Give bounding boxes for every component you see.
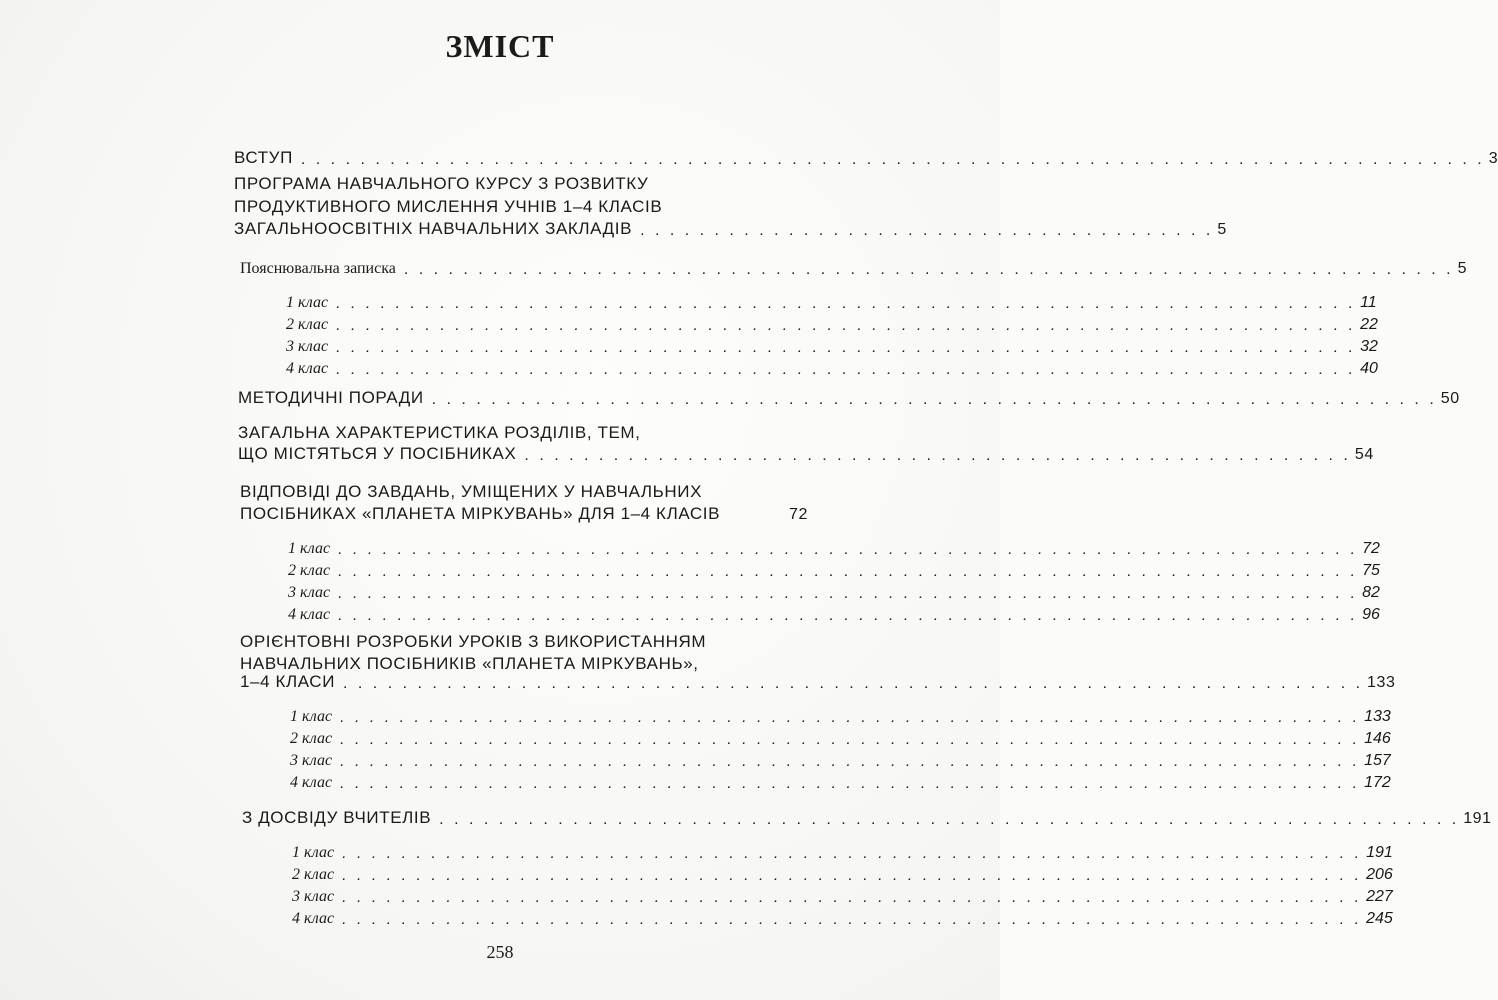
leader-dots: . . . . . . . . . . . . . . . . . . . . . . . . . . . . . . . . . . . . . . . . . . . . . . . . . . . . . . . . . . . . . . . . . . . . (431, 391, 1437, 408)
leader-dots: . . . . . . . . . . . . . . . . . . . . . . . . . . . . . . . . . . . . . . . . . . . . . . . . . . . . . . . . . . . . . . . . . . . . . (336, 317, 1357, 334)
leader-dots: . . . . . . . . . . . . . . . . . . . . . . . . . . . . . . . . . . . . . . . . . . . . . . . . . . . . . . . . . . . . . . . . . . . . . (343, 675, 1364, 692)
leader-dots: . . . . . . . . . . . . . . . . . . . . . . . . . . . . . . . . . . . . . . . . . . . . . . . . . . . . . . . . . . . . . . . . . . . . . (340, 731, 1361, 748)
toc-entry-label: 1 клас (286, 294, 329, 311)
toc-page-number: 75 (1362, 562, 1380, 579)
leader-dots: . . . . . . . . . . . . . . . . . . . . . . . . . . . . . . . . . . . . . . . . . . . . . . . . . . . . . . . . . . . . . . . . . . . . . (342, 845, 1363, 862)
toc-page-number: 50 (1440, 390, 1460, 407)
toc-entry-answers-grade-3[interactable] (288, 580, 1380, 602)
toc-entry-label: 2 клас (292, 866, 335, 883)
toc-entry-answers-line-1: ВІДПОВІДІ ДО ЗАВДАНЬ, УМІЩЕНИХ У НАВЧАЛЬНИХ (240, 482, 703, 501)
toc-entry-overview[interactable] (238, 442, 1374, 464)
toc-entry-teachers-grade-1[interactable] (292, 840, 1393, 862)
toc-page-number: 11 (1360, 294, 1377, 311)
toc-entry-label: 2 клас (290, 730, 333, 747)
leader-dots: . . . . . . . . . . . . . . . . . . . . . . . . . . . . . . . . . . . . . . . . . . . . . . . . . . . . . . . . . . . . . . . . . . . . . (338, 585, 1359, 602)
leader-dots: . . . . . . . . . . . . . . . . . . . . . . . . . . . . . . . . . . . . . . . . . . . . . . . . . . . . . . . . . . . . . . . . . . . . . (342, 867, 1363, 884)
toc-entry-method-tips[interactable] (238, 386, 1460, 408)
toc-entry-label: 3 клас (292, 888, 335, 905)
leader-dots: . . . . . . . . . . . . . . . . . . . . . . . . . . . . . . . . . . . . . . . . . . . . . . . . . . . . . . . . . . . . . . . . . . . . . (340, 775, 1361, 792)
toc-page-number: 172 (1364, 774, 1391, 791)
toc-entry-label: МЕТОДИЧНІ ПОРАДИ (238, 388, 424, 407)
leader-dots: . . . . . . . . . . . . . . . . . . . . . . . . . . . . . . . . . . . . . . . . . . . . . . . . . . . . . . . . . . . . . . . . . . . . . (336, 339, 1357, 356)
toc-entry-lessons-line-1: ОРІЄНТОВНІ РОЗРОБКИ УРОКІВ З ВИКОРИСТАННЯМ (240, 632, 707, 651)
toc-entry-label: 3 клас (286, 338, 329, 355)
toc-entry-program-line-2: ПРОДУКТИВНОГО МИСЛЕННЯ УЧНІВ 1–4 КЛАСІВ (234, 197, 663, 216)
leader-dots: . . . . . . . . . . . . . . . . . . . . . . . . . . . . . . . . . . . . . . . . . . . . . . . . . . . . . . . . . . . . . . . . . . . . . (342, 889, 1363, 906)
toc-entry-lessons-grade-1[interactable] (290, 704, 1391, 726)
toc-entry-label: 4 клас (292, 910, 335, 927)
toc-entry-overview-line-1: ЗАГАЛЬНА ХАРАКТЕРИСТИКА РОЗДІЛІВ, ТЕМ, (238, 423, 641, 442)
toc-page-number: 191 (1366, 844, 1393, 861)
leader-dots: . . . . . . . . . . . . . . . . . . . . . . . . . . . . . . . . . . . . . . . . . . . . . . . . . . . . . . . . . . . . . . . . . . . . . (336, 361, 1357, 378)
toc-entry-label: ЩО МІСТЯТЬСЯ У ПОСІБНИКАХ (238, 444, 517, 463)
toc-entry-teachers-experience[interactable] (242, 806, 1492, 828)
toc-entry-lessons-grade-2[interactable] (290, 726, 1391, 748)
leader-dots: . . . . . . . . . . . . . . . . . . . . . . . . . . . . . . . . . . . . . . . . . . . . . . . . . . . . . . . . . . . . . . . . . . . . . (342, 911, 1363, 928)
toc-entry-explanatory-note[interactable] (240, 256, 1467, 278)
leader-dots: . . . . . . . . . . . . . . . . . . . . . . . . . . . . . . . . . . . . . . . . . . . . . . . . . . . . . . . . . . . . . . . . . . . . . (340, 709, 1361, 726)
toc-page-number: 133 (1367, 674, 1396, 691)
toc-page-number: 72 (789, 506, 808, 523)
toc-page-number: 146 (1364, 730, 1391, 747)
leader-dots: . . . . . . . . . . . . . . . . . . . . . . . . . . . . . . . . . . . . . . . . . . . . . . . . . . . . . . . . . . . . . . . . . . . . . (336, 295, 1357, 312)
toc-entry-program-grade-4[interactable] (286, 356, 1378, 378)
toc-entry-label: 4 клас (286, 360, 329, 377)
leader-dots: . . . . . . . . . . . . . . . . . . . . . . . . . . . . . . . . . . . . . . . . . . . . . . . . . . . . . . . . . . . . . . . . . . . . . . . . . . . . . . . . (300, 151, 1485, 168)
toc-entry-label: З ДОСВІДУ ВЧИТЕЛІВ (242, 808, 432, 827)
toc-page-number: 157 (1364, 752, 1391, 769)
toc-entry-label: 3 клас (290, 752, 333, 769)
leader-dots: . . . . . . . . . . . . . . . . . . . . . . . . . . . . . . . . . . . . . . . . . . . . . . . . . . . . . . . . . . . . . . . . . . . . . (338, 607, 1359, 624)
toc-entry-label: ПОСІБНИКАХ «ПЛАНЕТА МІРКУВАНЬ» ДЛЯ 1–4 КЛАСІВ (240, 504, 721, 523)
toc-entry-lessons-grade-4[interactable] (290, 770, 1391, 792)
toc-entry-lessons[interactable] (240, 670, 1396, 692)
leader-dots: . . . . . . . . . . . . . . . . . . . . . . . . . . . . . . . . . . . . . . . . . . . . . . . . . . . . . . . . (524, 447, 1351, 464)
toc-page-number: 227 (1366, 888, 1393, 905)
toc-entry-label: 1 клас (290, 708, 333, 725)
toc-entry-answers-grade-4[interactable] (288, 602, 1380, 624)
toc-entry-intro[interactable] (234, 146, 1498, 168)
toc-entry-answers-grade-1[interactable] (288, 536, 1380, 558)
toc-entry-program-line-1: ПРОГРАМА НАВЧАЛЬНОГО КУРСУ З РОЗВИТКУ (234, 174, 649, 193)
toc-entry-label: 1–4 КЛАСИ (240, 672, 336, 691)
toc-page-number: 5 (1217, 221, 1227, 238)
toc-entry-program[interactable] (234, 217, 1227, 239)
toc-entry-label: 3 клас (288, 584, 331, 601)
leader-dots: . . . . . . . . . . . . . . . . . . . . . . . . . . . . . . . . . . . . . . . . . . . . . . . . . . . . . . . . . . . . . . . . . . . . . (340, 753, 1361, 770)
toc-page-number: 245 (1366, 910, 1393, 927)
toc-page-number: 82 (1362, 584, 1380, 601)
toc-page-number: 206 (1366, 866, 1393, 883)
toc-entry-label: Пояснювальна записка (240, 260, 396, 277)
page-number: 258 (486, 942, 514, 962)
toc-entry-lessons-line-2: НАВЧАЛЬНИХ ПОСІБНИКІВ «ПЛАНЕТА МІРКУВАНЬ», (240, 654, 699, 673)
toc-entry-label: 1 клас (288, 540, 331, 557)
leader-dots: . . . . . . . . . . . . . . . . . . . . . . . . . . . . . . . . . . . . . . . (640, 222, 1214, 239)
toc-page-number: 22 (1360, 316, 1378, 333)
page-title: ЗМІСТ (445, 28, 555, 64)
toc-entry-label: 2 клас (286, 316, 329, 333)
toc-entry-lessons-grade-3[interactable] (290, 748, 1391, 770)
toc-page-number: 5 (1457, 260, 1467, 277)
toc-entry-label: 4 клас (288, 606, 331, 623)
toc-entry-label: ВСТУП (234, 148, 293, 167)
toc-page-number: 96 (1362, 606, 1380, 623)
toc-entry-teachers-grade-4[interactable] (292, 906, 1393, 928)
toc-entry-label: ЗАГАЛЬНООСВІТНІХ НАВЧАЛЬНИХ ЗАКЛАДІВ (234, 219, 633, 238)
toc-entry-label: 4 клас (290, 774, 333, 791)
toc-page-number: 54 (1354, 446, 1374, 463)
toc-page-number: 32 (1360, 338, 1378, 355)
toc-entry-program-grade-2[interactable] (286, 312, 1378, 334)
leader-dots: . . . . . . . . . . . . . . . . . . . . . . . . . . . . . . . . . . . . . . . . . . . . . . . . . . . . . . . . . . . . . . . . . . . . . (338, 563, 1359, 580)
toc-entry-answers[interactable] (240, 502, 808, 524)
leader-dots: . . . . . . . . . . . . . . . . . . . . . . . . . . . . . . . . . . . . . . . . . . . . . . . . . . . . . . . . . . . . . . . . . . . . . (439, 811, 1460, 828)
toc-entry-program-grade-1[interactable] (286, 290, 1377, 312)
toc-page-number: 40 (1360, 360, 1378, 377)
toc-entry-teachers-grade-2[interactable] (292, 862, 1393, 884)
toc-page-number: 133 (1364, 708, 1391, 725)
toc-entry-label: 1 клас (292, 844, 335, 861)
toc-page-number: 3 (1488, 150, 1498, 167)
toc-entry-answers-grade-2[interactable] (288, 558, 1380, 580)
leader-dots: . . . . . . . . . . . . . . . . . . . . . . . . . . . . . . . . . . . . . . . . . . . . . . . . . . . . . . . . . . . . . . . . . . . . . . . (403, 261, 1454, 278)
toc-page-number: 191 (1463, 810, 1492, 827)
toc-entry-teachers-grade-3[interactable] (292, 884, 1393, 906)
toc-entry-program-grade-3[interactable] (286, 334, 1378, 356)
toc-page-number: 72 (1362, 540, 1380, 557)
leader-dots: . . . . . . . . . . . . . . . . . . . . . . . . . . . . . . . . . . . . . . . . . . . . . . . . . . . . . . . . . . . . . . . . . . . . . (338, 541, 1359, 558)
toc-entry-label: 2 клас (288, 562, 331, 579)
